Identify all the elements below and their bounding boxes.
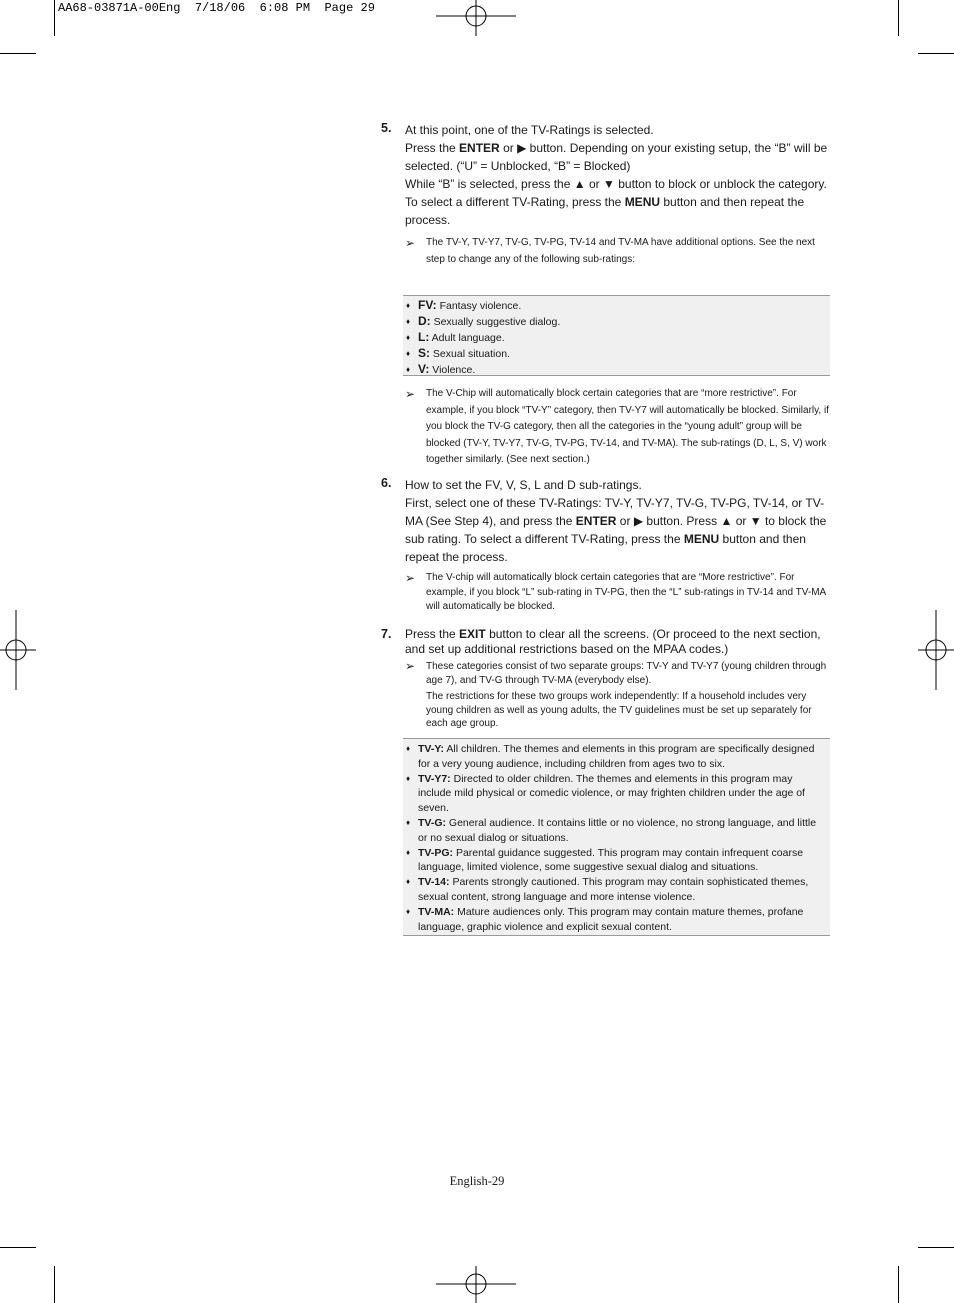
rating-code: TV-14:	[418, 876, 450, 889]
crop-mark	[54, 1266, 55, 1303]
enter-key: ENTER	[459, 141, 500, 155]
rating-description: Parental guidance suggested. This program may contain infrequent coarse language, limited violence, some suggestive sexual dialog and situations.	[418, 846, 804, 874]
crop-mark	[918, 53, 954, 54]
list-item	[405, 330, 826, 346]
up-arrow-icon: ▲	[720, 514, 733, 528]
bullet-icon: ♦	[406, 744, 411, 753]
step-5-menu-text: To select a different TV-Rating, press the MENU button and then repeat the process.	[405, 195, 805, 227]
job-code: AA68-03871A-00Eng	[58, 1, 181, 15]
menu-key: MENU	[683, 532, 720, 546]
list-item	[405, 346, 826, 362]
step-5-note-2-wrap	[381, 386, 831, 469]
bullet-icon: ♦	[406, 317, 411, 326]
list-item	[405, 362, 826, 378]
note-arrow-icon: ➢	[405, 659, 416, 673]
rating-code: TV-Y:	[418, 743, 445, 755]
step-number: 5.	[381, 121, 392, 135]
bullet-icon: ♦	[406, 365, 411, 374]
step-7	[381, 627, 831, 731]
step-6-note: ➢ The V-chip will automatically block certain categories that are “More restrictive”. For example, if you block “L” sub-rating in TV-PG, then the “L” sub-ratings in TV-14 and TV-MA will automatically be blocked.	[405, 571, 826, 612]
rating-description: Fantasy violence.	[439, 300, 522, 312]
rating-description: General audience. It contains little or no violence, no strong language, and little or no sexual dialog or situations.	[418, 816, 817, 844]
right-arrow-icon: ▶	[633, 514, 644, 528]
step-7-note	[405, 660, 831, 731]
step-6-instructions: First, select one of these TV-Ratings: TV-Y, TV-Y7, TV-G, TV-PG, TV-14, or TV-MA (See Step 4), and press the ENTER or ▶ button. Press ▲ or ▼ to block the sub rating. To select a different TV-Rating, press the MENU button and then repeat the process.	[405, 496, 827, 564]
down-arrow-icon: ▼	[603, 177, 615, 191]
step-5-enter-text: Press the ENTER or ▶ button. Depending on your existing setup, the “B” will be selected. (“U” = Unblocked, “B” = Blocked)	[405, 141, 828, 173]
tv-ratings-box	[403, 738, 830, 936]
crop-mark	[0, 1247, 36, 1248]
list-item	[405, 772, 826, 816]
crop-mark	[898, 1266, 899, 1303]
rating-description: Sexual situation.	[432, 348, 510, 360]
rating-description: Mature audiences only. This program may contain mature themes, profane language, graphic violence and explicit sexual content.	[418, 905, 804, 933]
registration-mark-left	[0, 610, 36, 690]
crop-mark	[898, 0, 899, 36]
bullet-icon: ♦	[406, 333, 411, 342]
list-item	[405, 298, 826, 314]
rating-code: S:	[418, 346, 430, 360]
rating-code: TV-MA:	[418, 905, 455, 918]
exit-key: EXIT	[459, 627, 486, 641]
rating-code: L:	[418, 330, 430, 344]
rating-code: D:	[418, 314, 431, 328]
step-5-line-1: At this point, one of the TV-Ratings is selected.	[405, 123, 654, 137]
crop-mark	[918, 1247, 954, 1248]
rating-code: FV:	[418, 298, 437, 312]
step-6	[381, 476, 831, 615]
crop-mark	[54, 0, 55, 36]
menu-key: MENU	[624, 195, 661, 209]
up-arrow-icon: ▲	[573, 177, 586, 191]
step-5	[381, 121, 831, 268]
registration-mark-bottom	[436, 1266, 516, 1303]
registration-mark-right	[918, 610, 954, 690]
bullet-icon: ♦	[406, 349, 411, 358]
rating-code: V:	[418, 362, 430, 376]
step-7-body	[405, 627, 831, 657]
rating-description: Sexually suggestive dialog.	[433, 316, 561, 328]
list-item	[405, 905, 826, 935]
step-5-note-1: ➢ The TV-Y, TV-Y7, TV-G, TV-PG, TV-14 and TV-MA have additional options. See the next step to change any of the following sub-ratings:	[405, 236, 815, 265]
print-time: 6:08 PM	[259, 1, 311, 15]
list-item	[405, 846, 826, 876]
step-5-block-text: While “B” is selected, press the ▲ or ▼ button to block or unblock the category.	[405, 177, 827, 191]
right-arrow-icon: ▶	[517, 141, 527, 155]
rating-description: Directed to older children. The themes and elements in this program may include mild physical or comedic violence, or may frighten children under the age of seven.	[418, 772, 805, 815]
note-arrow-icon: ➢	[405, 387, 416, 401]
list-item	[405, 742, 826, 772]
bullet-icon: ♦	[406, 877, 411, 887]
step-7-note-b: The restrictions for these two groups work independently: If a household includes very young children as well as young adults, the TV guidelines must be set up separately for each age group.	[426, 691, 812, 729]
note-arrow-icon: ➢	[405, 236, 416, 250]
crop-mark	[0, 53, 36, 54]
page-number: English-29	[449, 1174, 505, 1188]
enter-key: ENTER	[575, 514, 617, 528]
step-5-note-2: ➢ The V-Chip will automatically block certain categories that are “more restrictive”. For example, if you block “TV-Y” category, then TV-Y7 will automatically be blocked. Similarly, if you block the TV-G category, then all the categories in the “young adult” group will be blocked (TV-Y, TV-Y7, TV-G, TV-PG, TV-14, and TV-MA). The sub-ratings (D, L, S, V) work together similarly. (See next section.)	[405, 387, 829, 465]
bullet-icon: ♦	[406, 773, 411, 783]
print-date: 7/18/06	[194, 1, 246, 15]
list-item	[405, 314, 826, 330]
step-5-body	[405, 121, 831, 229]
rating-code: TV-PG:	[418, 846, 454, 859]
bullet-icon: ♦	[406, 906, 411, 916]
list-item	[405, 816, 826, 846]
rating-description: Adult language.	[431, 332, 505, 344]
down-arrow-icon: ▼	[749, 514, 762, 528]
subratings-list	[405, 298, 826, 378]
rating-code: TV-Y7:	[418, 772, 451, 785]
bullet-icon: ♦	[406, 817, 411, 827]
step-number: 7.	[381, 627, 392, 641]
rating-code: TV-G:	[418, 816, 446, 829]
print-header	[58, 1, 375, 15]
rating-description: All children. The themes and elements in this program are specifically designed for a very young audience, including children from ages two to six.	[418, 743, 815, 770]
rating-description: Parents strongly cautioned. This program may contain sophisticated themes, sexual content, strong language and more intense violence.	[418, 876, 809, 903]
step-6-line-1: How to set the FV, V, S, L and D sub-ratings.	[405, 478, 642, 492]
note-arrow-icon: ➢	[405, 571, 416, 585]
rating-description: Violence.	[432, 364, 476, 376]
bullet-icon: ♦	[406, 301, 411, 310]
registration-mark-top	[436, 0, 516, 36]
step-7-note-a: These categories consist of two separate groups: TV-Y and TV-Y7 (young children through age 7), and TV-G through TV-MA (everybody else).	[426, 661, 827, 686]
subratings-box	[403, 295, 830, 376]
step-7-exit-text: Press the EXIT button to clear all the screens. (Or proceed to the next section, and set up additional restrictions based on the MPAA codes.)	[405, 627, 821, 656]
step-number: 6.	[381, 476, 392, 490]
print-page: Page 29	[324, 1, 375, 15]
list-item	[405, 875, 826, 905]
tv-ratings-list	[405, 742, 826, 934]
step-6-body	[405, 476, 831, 566]
bullet-icon: ♦	[406, 847, 411, 857]
